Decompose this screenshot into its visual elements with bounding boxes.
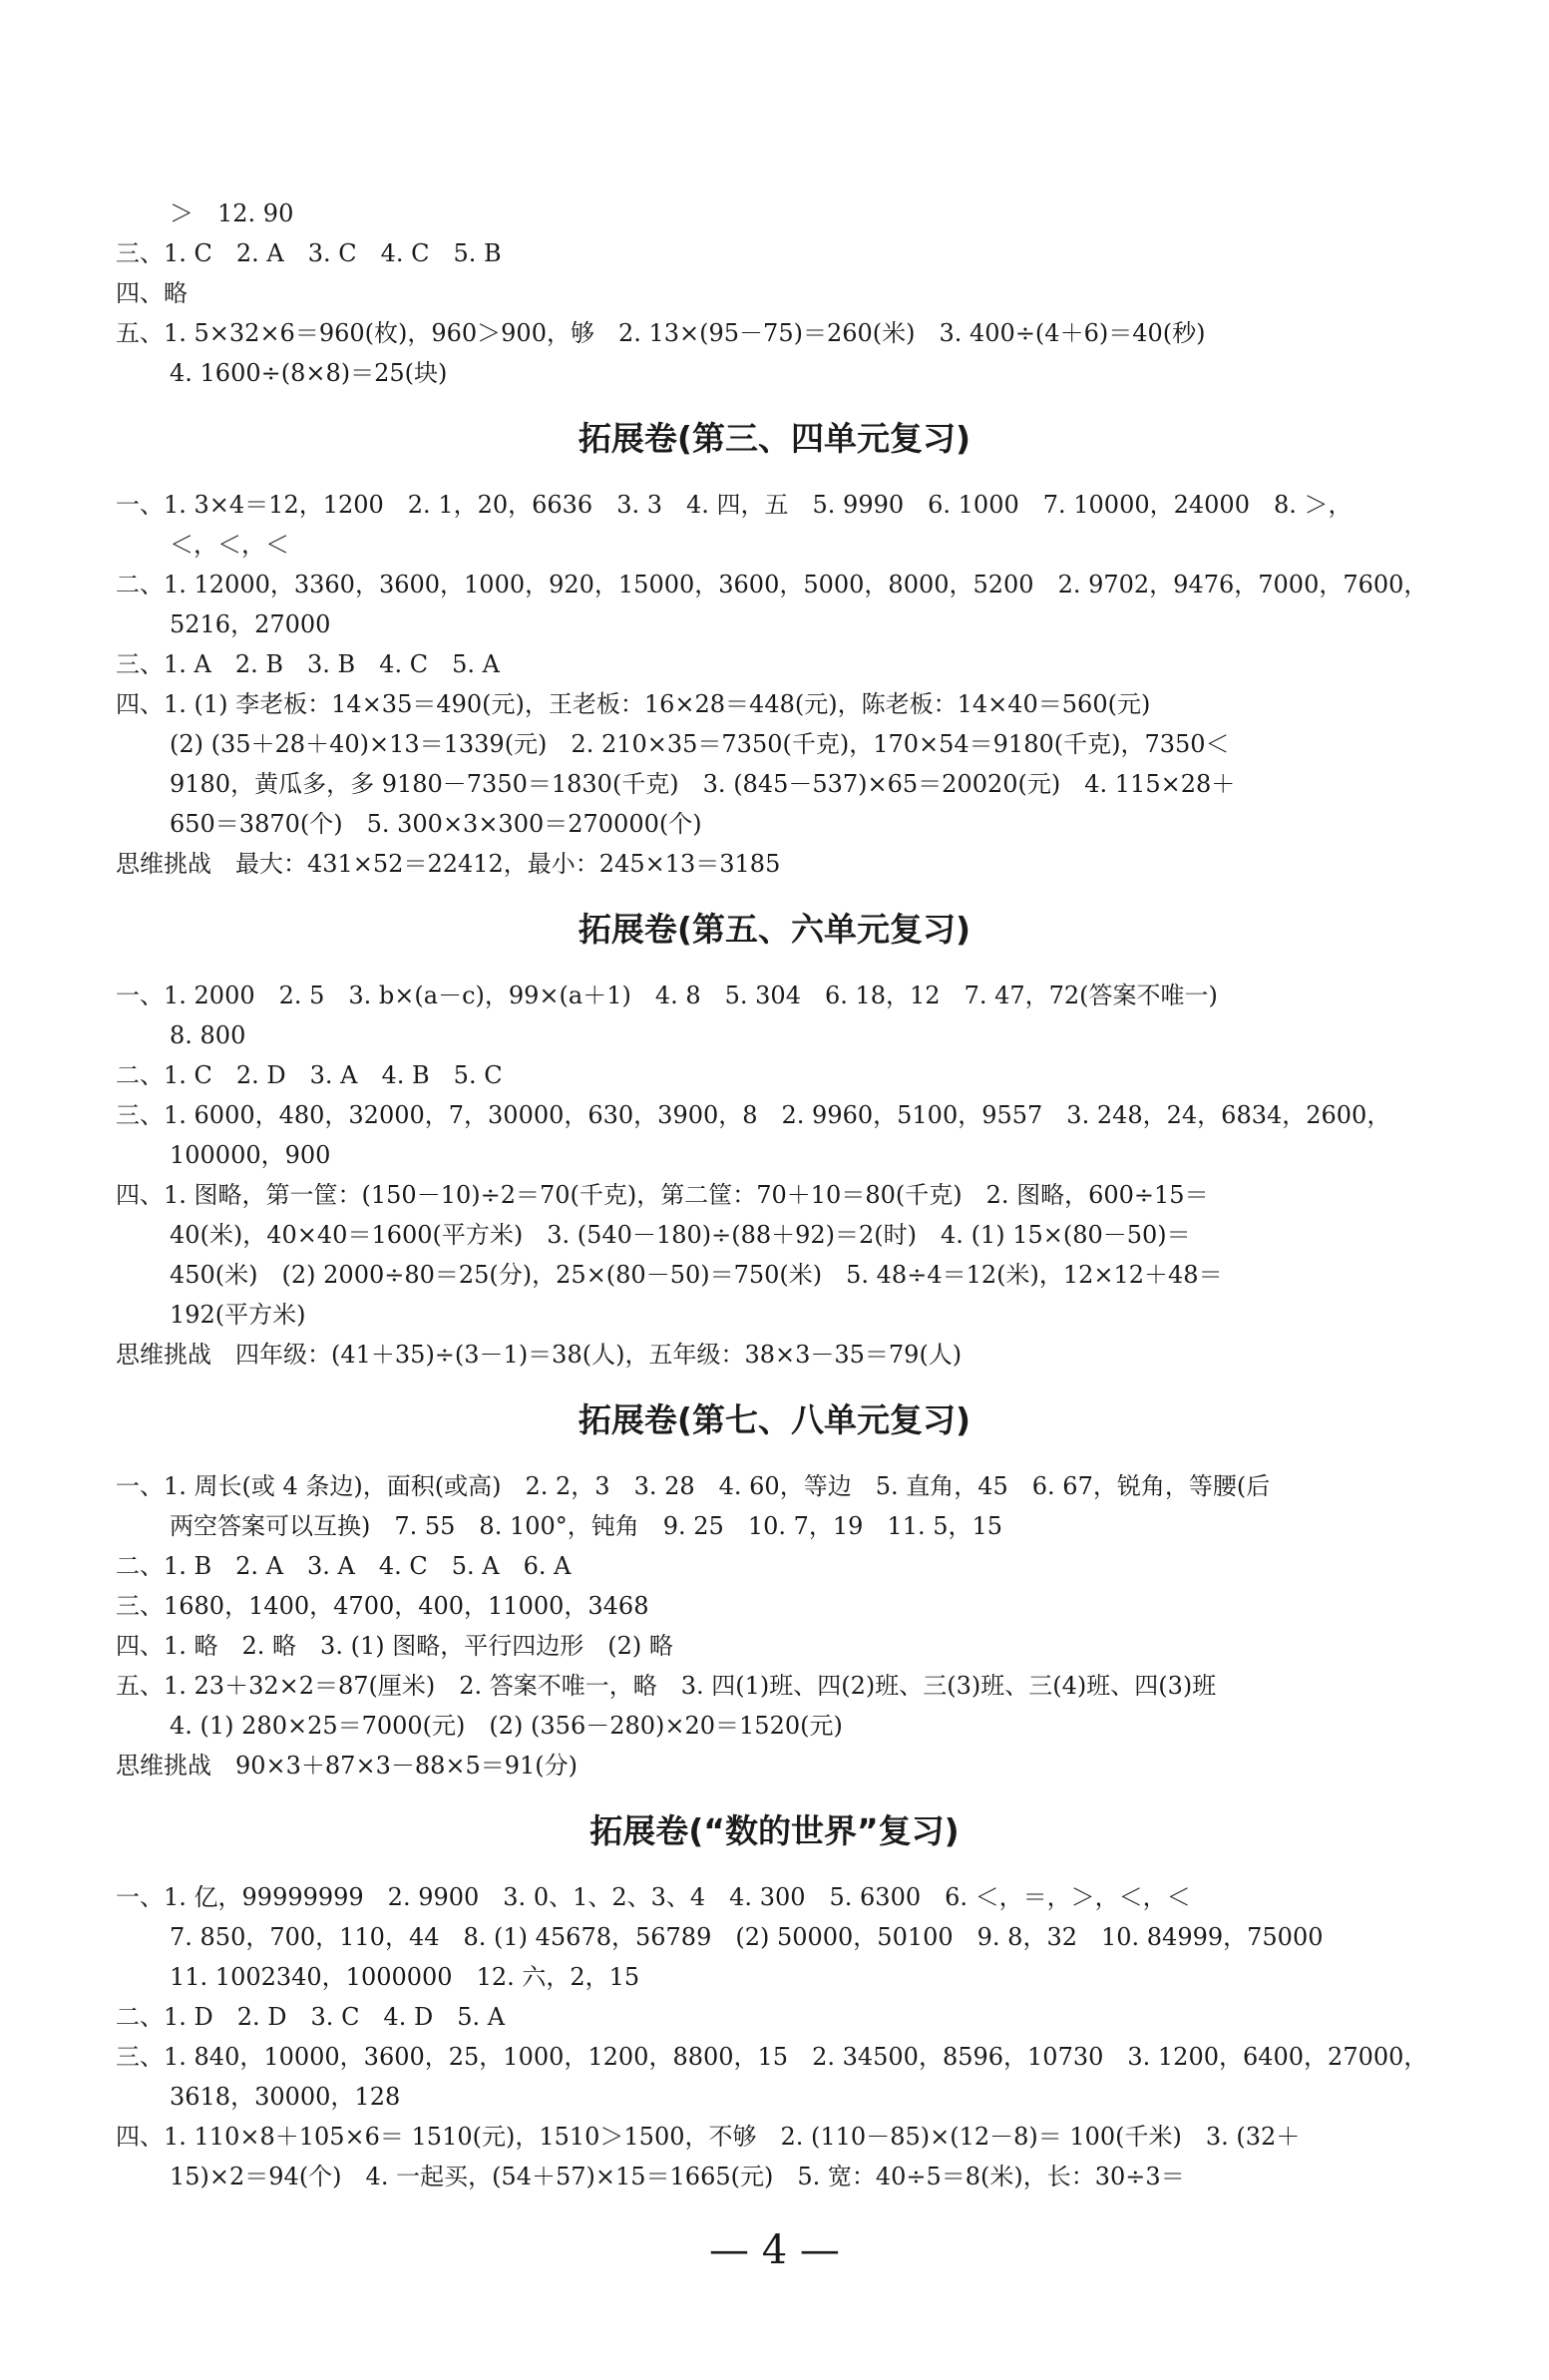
answer-text: 五、1. 5×32×6＝960(枚)，960＞900，够 2. 13×(95－75)＝260(米) 3. 400÷(4＋6)＝40(秒) xyxy=(116,319,1206,347)
answer-text: 二、1. B 2. A 3. A 4. C 5. A 6. A xyxy=(116,1552,572,1580)
answer-text: 40(米)，40×40＝1600(平方米) 3. (540－180)÷(88＋92)＝2(时) 4. (1) 15×(80－50)＝ xyxy=(170,1221,1191,1249)
answer-text: 思维挑战 最大：431×52＝22412，最小：245×13＝3185 xyxy=(116,850,781,878)
answer-text: ＜，＜，＜ xyxy=(170,531,289,559)
answer-text: 192(平方米) xyxy=(170,1301,306,1329)
answer-text: 二、1. 12000，3360，3600，1000，920，15000，3600，5000，8000，5200 2. 9702，9476，7000，7600， xyxy=(116,571,1428,598)
answer-text: 三、1680，1400，4700，400，11000，3468 xyxy=(116,1592,649,1620)
section-title: 拓展卷(“数的世界”复习) xyxy=(589,1811,960,1850)
answer-text: 思维挑战 四年级：(41＋35)÷(3－1)＝38(人)，五年级：38×3－35＝79(人) xyxy=(116,1341,963,1369)
page-number: — 4 — xyxy=(709,2227,840,2273)
answer-text: 4. 1600÷(8×8)＝25(块) xyxy=(170,359,448,387)
answer-text: 一、1. 周长(或 4 条边)，面积(或高) 2. 2，3 3. 28 4. 60，等边 5. 直角，45 6. 67，锐角，等腰(后 xyxy=(116,1472,1271,1500)
answer-text: 9180，黄瓜多，多 9180－7350＝1830(千克) 3. (845－537)×65＝20020(元) 4. 115×28＋ xyxy=(170,770,1236,798)
section-title: 拓展卷(第三、四单元复习) xyxy=(578,419,971,458)
answer-text: ＞ 12. 90 xyxy=(170,199,294,227)
answer-text: 5216，27000 xyxy=(170,610,331,638)
answer-text: (2) (35＋28＋40)×13＝1339(元) 2. 210×35＝7350(千克)，170×54＝9180(千克)，7350＜ xyxy=(170,730,1230,758)
answer-text: 450(米) (2) 2000÷80＝25(分)，25×(80－50)＝750(米) 5. 48÷4＝12(米)，12×12＋48＝ xyxy=(170,1261,1223,1289)
section-title: 拓展卷(第七、八单元复习) xyxy=(578,1400,971,1439)
answer-text: 三、1. C 2. A 3. C 4. C 5. B xyxy=(116,239,502,267)
answer-text: 4. (1) 280×25＝7000(元) (2) (356－280)×20＝1520(元) xyxy=(170,1712,843,1740)
answer-text: 8. 800 xyxy=(170,1021,246,1049)
answer-text: 三、1. 6000，480，32000，7，30000，630，3900，8 2. 9960，5100，9557 3. 248，24，6834，2600， xyxy=(116,1101,1391,1129)
answer-text: 四、1. 110×8＋105×6＝ 1510(元)，1510＞1500，不够 2. (110－85)×(12－8)＝ 100(千米) 3. (32＋ xyxy=(116,2123,1301,2151)
answer-text: 7. 850，700，110，44 8. (1) 45678，56789 (2) 50000，50100 9. 8，32 10. 84999，75000 xyxy=(170,1923,1324,1951)
answer-text: 一、1. 3×4＝12，1200 2. 1，20，6636 3. 3 4. 四，五 5. 9990 6. 1000 7. 10000，24000 8. ＞， xyxy=(116,491,1353,519)
answer-text: 五、1. 23＋32×2＝87(厘米) 2. 答案不唯一，略 3. 四(1)班、四(2)班、三(3)班、三(4)班、四(3)班 xyxy=(116,1672,1217,1700)
section-title: 拓展卷(第五、六单元复习) xyxy=(578,910,971,949)
answer-text: 15)×2＝94(个) 4. 一起买，(54＋57)×15＝1665(元) 5. 宽：40÷5＝8(米)，长：30÷3＝ xyxy=(170,2163,1185,2190)
answer-text: 二、1. C 2. D 3. A 4. B 5. C xyxy=(116,1061,503,1089)
answer-text: 三、1. A 2. B 3. B 4. C 5. A xyxy=(116,650,500,678)
answer-text: 四、略 xyxy=(116,279,188,307)
answer-text: 3618，30000，128 xyxy=(170,2083,401,2111)
answer-text: 二、1. D 2. D 3. C 4. D 5. A xyxy=(116,2003,506,2031)
answer-text: 四、1. (1) 李老板：14×35＝490(元)，王老板：16×28＝448(元)，陈老板：14×40＝560(元) xyxy=(116,690,1151,718)
answer-text: 650＝3870(个) 5. 300×3×300＝270000(个) xyxy=(170,810,702,838)
answer-text: 四、1. 略 2. 略 3. (1) 图略，平行四边形 (2) 略 xyxy=(116,1632,673,1660)
answer-text: 思维挑战 90×3＋87×3－88×5＝91(分) xyxy=(116,1752,579,1780)
answer-text: 100000，900 xyxy=(170,1141,331,1169)
answer-text: 一、1. 亿，99999999 2. 9900 3. 0、1、2、3、4 4. 300 5. 6300 6. ＜，＝，＞，＜，＜ xyxy=(116,1883,1191,1911)
answer-text: 11. 1002340，1000000 12. 六，2，15 xyxy=(170,1963,640,1991)
answer-text: 三、1. 840，10000，3600，25，1000，1200，8800，15 2. 34500，8596，10730 3. 1200，6400，27000， xyxy=(116,2043,1428,2071)
answer-text: 四、1. 图略，第一筐：(150－10)÷2＝70(千克)，第二筐：70＋10＝80(千克) 2. 图略，600÷15＝ xyxy=(116,1181,1209,1209)
answer-text: 两空答案可以互换) 7. 55 8. 100°，钝角 9. 25 10. 7，19 11. 5，15 xyxy=(170,1512,1003,1540)
answer-text: 一、1. 2000 2. 5 3. b×(a－c)，99×(a＋1) 4. 8 5. 304 6. 18，12 7. 47，72(答案不唯一) xyxy=(116,982,1218,1009)
